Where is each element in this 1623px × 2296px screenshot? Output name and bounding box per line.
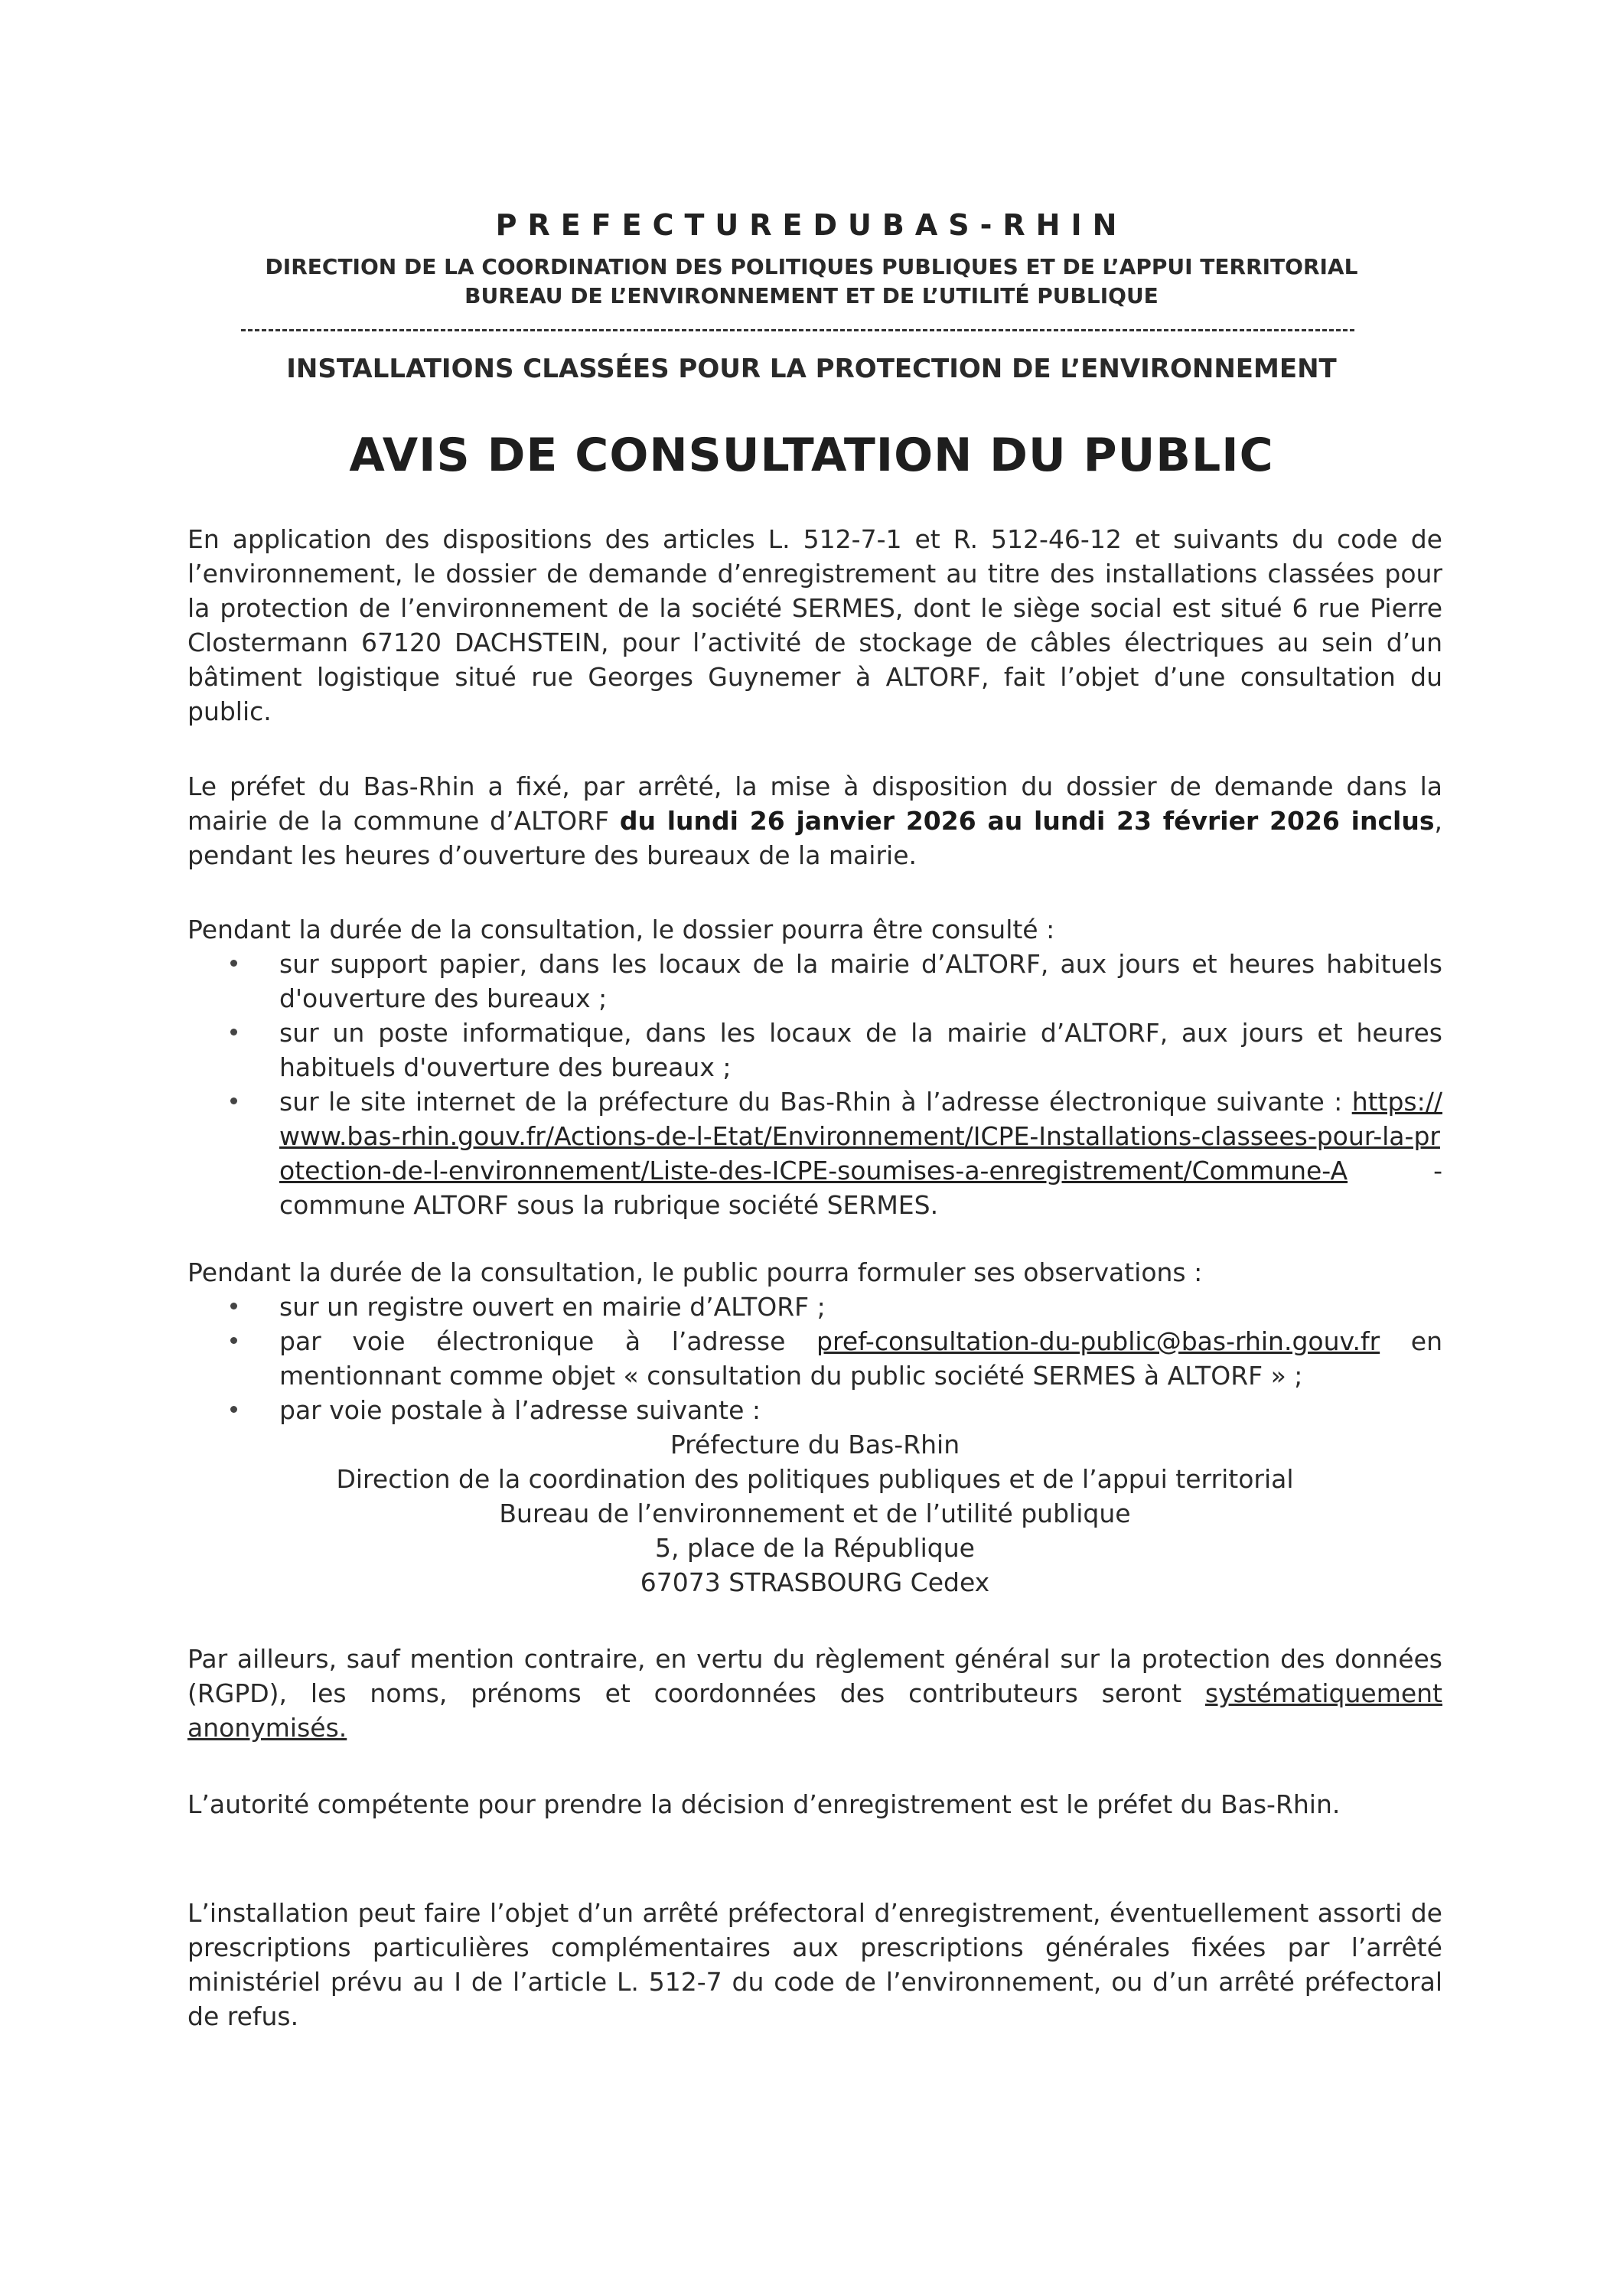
consultation-computer: sur un poste informatique, dans les locaux de la mairie d’ALTORF, aux jours et heures habituels d'ouverture des bureaux ; [279, 1018, 1442, 1082]
bullet-icon [230, 1097, 237, 1104]
decision-paragraph: L’installation peut faire l’objet d’un arrêté préfectoral d’enregistrement, éventuellement assorti de prescriptions particulières complémentaires aux prescriptions générales fixées par l’arrêté ministériel prévu au I de l’article L. 512-7 du code de l’environnement, ou d’un arrêté préfectoral de refus. [187, 1898, 1442, 2031]
prefecture-heading: PREFECTUREDUBAS-RHIN [495, 208, 1128, 242]
dates-text-before: Le préfet du Bas-Rhin a fixé, par arrêté, la mise à disposition du dossier de demande dans la mairie de la commune d’ALTORF [187, 771, 1442, 836]
list-item [187, 1393, 1442, 1427]
list-item [187, 1290, 1442, 1324]
consultation-website: sur le site internet de la préfecture du Bas-Rhin à l’adresse électronique suivante : [279, 1087, 1343, 1117]
observations-postal: par voie postale à l’adresse suivante : [279, 1395, 761, 1425]
consultation-email-link[interactable]: pref-consultation-du-public@bas-rhin.gouv.fr [816, 1326, 1380, 1356]
consultation-section [187, 912, 1442, 1222]
bullet-icon [230, 1303, 237, 1309]
rgpd-paragraph [187, 1642, 1442, 1745]
postal-address [187, 1427, 1442, 1600]
intro-paragraph: En application des dispositions des articles L. 512-7-1 et R. 512-46-12 et suivants du code de l’environnement, le dossier de demande d’enregistrement au titre des installations classées pour la protection de l’environnement de la société SERMES, dont le siège social est situé 6 rue Pierre Clostermann 67120 DACHSTEIN, pour l’activité de stockage de câbles électriques au sein d’un bâtiment logistique situé rue Georges Guynemer à ALTORF, fait l’objet d’une consultation du public. [187, 524, 1442, 726]
rgpd-text: Par ailleurs, sauf mention contraire, en vertu du règlement général sur la protection des données (RGPD), les noms, prénoms et coordonnées des contributeurs seront [187, 1644, 1442, 1708]
rgpd-anonymised: systématiquement anonymisés. [187, 1678, 1442, 1743]
address-line: 67073 STRASBOURG Cedex [640, 1567, 990, 1597]
bureau-heading: BUREAU DE L’ENVIRONNEMENT ET DE L’UTILITÉ PUBLIQUE [464, 283, 1159, 308]
section-heading: INSTALLATIONS CLASSÉES POUR LA PROTECTION DE L’ENVIRONNEMENT [286, 354, 1337, 384]
dates-period: du lundi 26 janvier 2026 au lundi 23 février 2026 inclus [619, 806, 1435, 836]
prefecture-website-link[interactable]: https://www.bas-rhin.gouv.fr/Actions-de-l-Etat/Environnement/ICPE-Installations-classees-pour-la-protection-de-l-environnement/Liste-des-ICPE-soumises-a-enregistrement/Commune-A [279, 1087, 1442, 1186]
address-line: Bureau de l’environnement et de l’utilité publique [499, 1499, 1131, 1528]
bullet-icon [230, 1029, 237, 1035]
list-item [187, 1084, 1442, 1222]
observations-register: sur un registre ouvert en mairie d’ALTORF ; [279, 1292, 826, 1322]
address-line: 5, place de la République [655, 1533, 975, 1563]
observations-intro: Pendant la durée de la consultation, le public pourra formuler ses observations : [187, 1257, 1203, 1287]
header-divider [241, 329, 1354, 331]
consultation-paper: sur support papier, dans les locaux de la mairie d’ALTORF, aux jours et heures habituels d'ouverture des bureaux ; [279, 949, 1442, 1013]
address-line: Direction de la coordination des politiques publiques et de l’appui territorial [336, 1464, 1294, 1494]
observations-list [187, 1290, 1442, 1427]
dates-paragraph [187, 769, 1442, 872]
address-line: Préfecture du Bas-Rhin [670, 1430, 960, 1459]
direction-heading: DIRECTION DE LA COORDINATION DES POLITIQUES PUBLIQUES ET DE L’APPUI TERRITORIAL [265, 254, 1358, 279]
list-item [187, 1016, 1442, 1084]
dates-text-after: , pendant les heures d’ouverture des bureaux de la mairie. [187, 806, 1442, 870]
list-item [187, 947, 1442, 1016]
consultation-website-suffix: - commune ALTORF sous la rubrique société SERMES. [279, 1156, 1442, 1220]
bullet-icon [230, 960, 237, 967]
observations-email-after: en mentionnant comme objet « consultation du public société SERMES à ALTORF » ; [279, 1326, 1442, 1391]
consultation-list [187, 947, 1442, 1222]
list-item [187, 1324, 1442, 1393]
observations-email-before: par voie électronique à l’adresse [279, 1326, 817, 1356]
bullet-icon [230, 1337, 237, 1344]
authority-paragraph: L’autorité compétente pour prendre la décision d’enregistrement est le préfet du Bas-Rhin. [187, 1789, 1341, 1819]
observations-section [187, 1255, 1442, 1600]
page-title: AVIS DE CONSULTATION DU PUBLIC [349, 429, 1274, 482]
consultation-intro: Pendant la durée de la consultation, le dossier pourra être consulté : [187, 915, 1055, 944]
bullet-icon [230, 1406, 237, 1413]
